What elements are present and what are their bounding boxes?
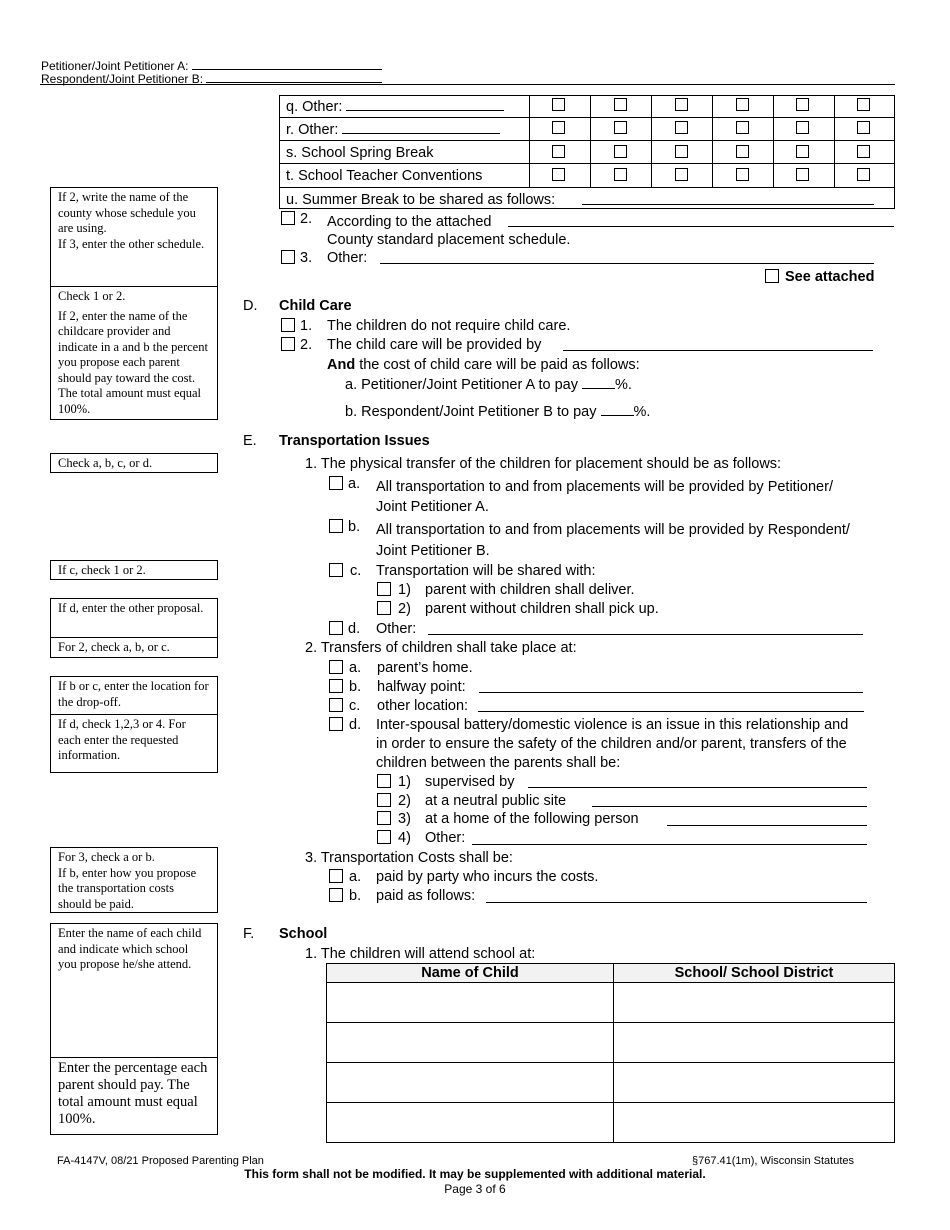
placement-2-text: According to the attached: [327, 214, 492, 230]
transport-1b-letter: b.: [348, 519, 361, 535]
section-e-title: Transportation Issues: [279, 433, 430, 449]
grid-col: [529, 95, 530, 188]
grid-checkbox[interactable]: [736, 121, 749, 134]
transport-1a-letter: a.: [348, 476, 361, 492]
placement-3-text: Other:: [327, 250, 368, 266]
grid-checkbox[interactable]: [614, 145, 627, 158]
transfer-2d-text2: in order to ensure the safety of the children and/or parent, transfers of the: [376, 736, 847, 752]
transport-1a-text: All transportation to and from placements will be provided by Petitioner/: [376, 479, 833, 495]
transfer-2d-checkbox[interactable]: [329, 717, 343, 731]
childcare-b: b. Respondent/Joint Petitioner B to pay %.: [345, 404, 651, 420]
transfer-2d3-checkbox[interactable]: [377, 811, 391, 825]
transfer-other-input[interactable]: [472, 844, 867, 845]
transport-1d-text: Other:: [376, 621, 417, 637]
transport-q1: 1. The physical transfer of the children for placement should be as follows:: [305, 456, 782, 472]
grid-checkbox[interactable]: [552, 145, 565, 158]
grid-checkbox[interactable]: [552, 121, 565, 134]
instruction-box-school: [50, 923, 218, 1058]
transport-1c2-text: parent without children shall pick up.: [425, 601, 659, 617]
transfer-2c-checkbox[interactable]: [329, 698, 343, 712]
childcare-2-checkbox[interactable]: [281, 337, 295, 351]
petitioner-label: Petitioner/Joint Petitioner A:: [41, 59, 189, 73]
transport-1c-letter: c.: [350, 563, 362, 579]
transport-1a-text2: Joint Petitioner A.: [376, 499, 489, 515]
section-d-title: Child Care: [279, 298, 352, 314]
school-table: [326, 963, 895, 1143]
school-cell[interactable]: [614, 983, 895, 1023]
instruction-text: If 3, enter the other schedule.: [58, 236, 205, 251]
transfer-2b-letter: b.: [349, 679, 362, 695]
transport-1d-checkbox[interactable]: [329, 621, 343, 635]
grid-checkbox[interactable]: [796, 121, 809, 134]
grid-row-t: t. School Teacher Conventions: [286, 168, 483, 184]
instruction-box-transport-1d: [50, 598, 218, 638]
transfer-2c-text: other location:: [377, 698, 469, 714]
grid-checkbox[interactable]: [675, 145, 688, 158]
transfer-2d4-num: 4): [398, 830, 411, 846]
header-divider: [40, 84, 895, 85]
grid-checkbox[interactable]: [857, 168, 870, 181]
footer-form-id: FA-4147V, 08/21 Proposed Parenting Plan: [57, 1155, 264, 1167]
instruction-text: If 2, write the name of the county whose schedule you are using.: [58, 190, 196, 235]
child-name-cell[interactable]: [327, 1063, 614, 1103]
school-table-header: [327, 964, 895, 983]
grid-checkbox[interactable]: [857, 98, 870, 111]
instruction-text: For 2, check a, b, or c.: [58, 640, 170, 654]
grid-col: [590, 95, 591, 188]
grid-q-input[interactable]: [346, 97, 504, 111]
transport-1a-checkbox[interactable]: [329, 476, 343, 490]
grid-checkbox[interactable]: [857, 145, 870, 158]
cost-3b-letter: b.: [349, 888, 362, 904]
grid-checkbox[interactable]: [614, 121, 627, 134]
grid-checkbox[interactable]: [614, 98, 627, 111]
section-f-title: School: [279, 926, 328, 942]
transfer-2a-checkbox[interactable]: [329, 660, 343, 674]
instruction-text: If d, enter the other proposal.: [58, 601, 204, 615]
instruction-text: If c, check 1 or 2.: [58, 563, 146, 577]
section-d-letter: D.: [243, 298, 258, 314]
instruction-box-placement: [50, 187, 218, 287]
transfer-2a-letter: a.: [349, 660, 362, 676]
table-row: [327, 1023, 895, 1063]
grid-checkbox[interactable]: [736, 168, 749, 181]
grid-checkbox[interactable]: [552, 98, 565, 111]
child-name-cell[interactable]: [327, 1023, 614, 1063]
childcare-2-text: The child care will be provided by: [327, 337, 542, 353]
school-cell[interactable]: [614, 1063, 895, 1103]
cost-3a-letter: a.: [349, 869, 362, 885]
grid-checkbox[interactable]: [675, 98, 688, 111]
see-attached-label: See attached: [785, 269, 875, 285]
grid-row-s: s. School Spring Break: [286, 145, 434, 161]
transfer-2d2-num: 2): [398, 793, 411, 809]
instruction-text: If d, check 1,2,3 or 4. For each enter the requested information.: [58, 717, 186, 762]
grid-checkbox[interactable]: [675, 168, 688, 181]
transport-q2: 2. Transfers of children shall take place at:: [305, 640, 577, 656]
instruction-text: Check a, b, c, or d.: [58, 456, 153, 470]
transfer-2b-checkbox[interactable]: [329, 679, 343, 693]
childcare-b-percent-input[interactable]: [601, 402, 634, 416]
summer-input[interactable]: [582, 204, 874, 205]
placement-2-checkbox[interactable]: [281, 211, 295, 225]
school-cell[interactable]: [614, 1103, 895, 1143]
instruction-text: If b or c, enter the location for the drop-off.: [58, 679, 209, 709]
placement-2-text2: County standard placement schedule.: [327, 232, 571, 248]
transfer-2d4-checkbox[interactable]: [377, 830, 391, 844]
childcare-a: a. Petitioner/Joint Petitioner A to pay %.: [345, 377, 632, 393]
footer-notice: This form shall not be modified. It may be supplemented with additional material.: [244, 1167, 706, 1181]
transfer-2d2-checkbox[interactable]: [377, 793, 391, 807]
transfer-2d-text1: Inter-spousal battery/domestic violence is an issue in this relationship and: [376, 717, 849, 733]
transport-1d-input[interactable]: [428, 634, 863, 635]
instruction-box-transport-1c: [50, 560, 218, 580]
grid-checkbox[interactable]: [675, 121, 688, 134]
section-f-letter: F.: [243, 926, 255, 942]
transport-1c-checkbox[interactable]: [329, 563, 343, 577]
transfer-2d-letter: d.: [349, 717, 362, 733]
col-name-of-child: Name of Child: [327, 964, 614, 983]
school-q1: 1. The children will attend school at:: [305, 946, 536, 962]
child-name-cell[interactable]: [327, 1103, 614, 1143]
cost-3a-text: paid by party who incurs the costs.: [376, 869, 599, 885]
cost-3a-checkbox[interactable]: [329, 869, 343, 883]
grid-rule: [279, 140, 895, 141]
transport-1d-letter: d.: [348, 621, 361, 637]
placement-other-input[interactable]: [380, 263, 874, 264]
see-attached-checkbox[interactable]: [765, 269, 779, 283]
transport-1b-text2: Joint Petitioner B.: [376, 543, 490, 559]
cost-paid-input[interactable]: [486, 902, 867, 903]
grid-row-q: q. Other:: [286, 97, 504, 116]
transfer-supervised-input[interactable]: [528, 787, 867, 788]
transfer-2d1-text: supervised by: [425, 774, 515, 790]
placement-2-num: 2.: [300, 211, 313, 227]
transfer-2d3-num: 3): [398, 811, 411, 827]
instruction-text: Check 1 or 2.: [58, 289, 126, 303]
childcare-2-num: 2.: [300, 337, 313, 353]
transfer-2d4-text: Other:: [425, 830, 466, 846]
transfer-2d1-checkbox[interactable]: [377, 774, 391, 788]
respondent-input[interactable]: [206, 69, 382, 83]
transport-1b-checkbox[interactable]: [329, 519, 343, 533]
table-row: [327, 1103, 895, 1143]
instruction-text: If b, enter how you propose the transportation costs should be paid.: [58, 865, 197, 911]
table-row: [327, 1063, 895, 1103]
transport-1c1-checkbox[interactable]: [377, 582, 391, 596]
transfer-2d3-text: at a home of the following person: [425, 811, 639, 827]
grid-rule: [279, 163, 895, 164]
grid-checkbox[interactable]: [552, 168, 565, 181]
instruction-box-percentage: [50, 1057, 218, 1135]
transfer-2a-text: parent’s home.: [377, 660, 473, 676]
childcare-a-percent-input[interactable]: [582, 375, 615, 389]
placement-3-checkbox[interactable]: [281, 250, 295, 264]
transport-1c2-checkbox[interactable]: [377, 601, 391, 615]
grid-checkbox[interactable]: [736, 98, 749, 111]
instruction-box-violence: [50, 714, 218, 773]
grid-r-input[interactable]: [342, 120, 500, 134]
grid-checkbox[interactable]: [796, 145, 809, 158]
transport-1c2-num: 2): [398, 601, 411, 617]
transfer-2d1-num: 1): [398, 774, 411, 790]
instruction-text: If 2, enter the name of the childcare provider and indicate in a and b the percent you propose each parent should pay toward the cost. The total amount must equal 100%.: [58, 308, 208, 416]
grid-col: [712, 95, 713, 188]
transfer-home-person-input[interactable]: [667, 825, 867, 826]
grid-checkbox[interactable]: [736, 145, 749, 158]
transfer-location-input[interactable]: [478, 711, 864, 712]
instruction-box-childcare: [50, 286, 218, 420]
footer-statute: §767.41(1m), Wisconsin Statutes: [692, 1155, 855, 1167]
transport-1c1-num: 1): [398, 582, 411, 598]
childcare-1-checkbox[interactable]: [281, 318, 295, 332]
instruction-text: Enter the percentage each parent should pay. The total amount must equal 100%.: [58, 1060, 208, 1127]
transfer-2c-letter: c.: [349, 698, 361, 714]
instruction-text: For 3, check a or b.: [58, 850, 155, 864]
transport-1b-text: All transportation to and from placements will be provided by Respondent/: [376, 522, 850, 538]
transfer-2b-text: halfway point:: [377, 679, 466, 695]
instruction-box-dropoff: [50, 676, 218, 715]
instruction-box-transfers: [50, 637, 218, 658]
table-row: [327, 983, 895, 1023]
respondent-label: Respondent/Joint Petitioner B:: [41, 72, 204, 86]
col-school-district: School/ School District: [614, 964, 895, 983]
grid-col: [834, 95, 835, 188]
childcare-1-num: 1.: [300, 318, 313, 334]
transport-1c1-text: parent with children shall deliver.: [425, 582, 635, 598]
summer-label: u. Summer Break to be shared as follows:: [286, 192, 556, 208]
grid-checkbox[interactable]: [857, 121, 870, 134]
childcare-provider-input[interactable]: [563, 350, 873, 351]
transport-1c-text: Transportation will be shared with:: [376, 563, 596, 579]
cost-3b-text: paid as follows:: [376, 888, 476, 904]
child-name-cell[interactable]: [327, 983, 614, 1023]
instruction-text: Enter the name of each child and indicate which school you propose he/she attend.: [58, 926, 202, 971]
transfer-2d2-text: at a neutral public site: [425, 793, 567, 809]
childcare-cost-line: And the cost of child care will be paid as follows:: [327, 357, 640, 373]
grid-rule: [279, 117, 895, 118]
section-e-letter: E.: [243, 433, 257, 449]
footer-page-number: Page 3 of 6: [444, 1182, 506, 1196]
childcare-1-text: The children do not require child care.: [327, 318, 571, 334]
placement-3-num: 3.: [300, 250, 313, 266]
instruction-box-transport-1: [50, 453, 218, 473]
grid-col: [773, 95, 774, 188]
transfer-public-site-input[interactable]: [592, 806, 867, 807]
grid-col: [651, 95, 652, 188]
cost-3b-checkbox[interactable]: [329, 888, 343, 902]
school-cell[interactable]: [614, 1023, 895, 1063]
instruction-box-costs: [50, 847, 218, 913]
placement-county-input[interactable]: [508, 226, 894, 227]
petitioner-input[interactable]: [192, 56, 382, 70]
grid-row-r: r. Other:: [286, 120, 500, 139]
transfer-2d-text3: children between the parents shall be:: [376, 755, 621, 771]
transfer-halfway-input[interactable]: [479, 692, 863, 693]
transport-q3: 3. Transportation Costs shall be:: [305, 850, 513, 866]
grid-checkbox[interactable]: [796, 98, 809, 111]
grid-checkbox[interactable]: [614, 168, 627, 181]
grid-checkbox[interactable]: [796, 168, 809, 181]
